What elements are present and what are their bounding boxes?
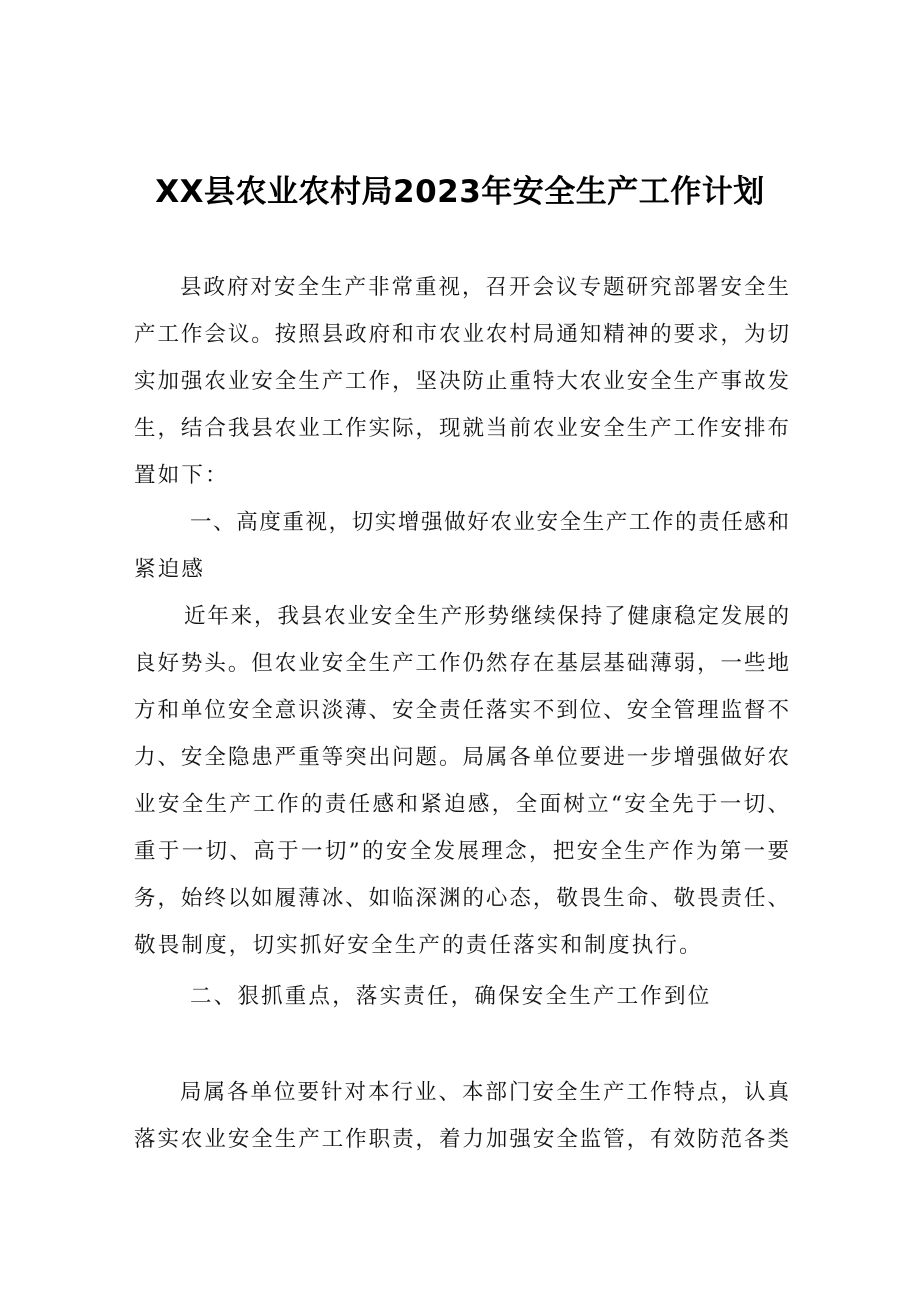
body-line: 局属各单位要针对本行业、本部门安全生产工作特点，认真 (180, 1080, 789, 1105)
document-title: XX县农业农村局2023年安全生产工作计划 (155, 174, 765, 210)
section-heading-line: 一、高度重视，切实增强做好农业安全生产工作的责任感和 (190, 510, 789, 535)
body-line: 落实农业安全生产工作职责，着力加强安全监管，有效防范各类 (134, 1127, 789, 1152)
body-line: 业安全生产工作的责任感和紧迫感，全面树立“安全先于一切、 (134, 792, 789, 817)
body-line: 产工作会议。按照县政府和市农业农村局通知精神的要求，为切 (134, 322, 789, 347)
body-line: 方和单位安全意识淡薄、安全责任落实不到位、安全管理监督不 (134, 698, 789, 723)
section-heading-line: 紧迫感 (134, 557, 206, 582)
body-line: 县政府对安全生产非常重视，召开会议专题研究部署安全生 (180, 275, 789, 300)
body-line: 力、安全隐患严重等突出问题。局属各单位要进一步增强做好农 (134, 745, 789, 770)
body-line: 置如下： (134, 463, 229, 488)
body-line: 敬畏制度，切实抓好安全生产的责任落实和制度执行。 (134, 933, 703, 958)
body-line: 务，始终以如履薄冰、如临深渊的心态，敬畏生命、敬畏责任、 (134, 886, 789, 911)
body-line: 重于一切、高于一切”的安全发展理念，把安全生产作为第一要 (134, 839, 789, 864)
body-line: 生，结合我县农业工作实际，现就当前农业安全生产工作安排布 (134, 416, 789, 441)
body-line: 近年来，我县农业安全生产形势继续保持了健康稳定发展的 (184, 604, 789, 629)
body-line: 实加强农业安全生产工作，坚决防止重特大农业安全生产事故发 (134, 369, 789, 394)
section-heading-line: 二、狠抓重点，落实责任，确保安全生产工作到位 (190, 984, 712, 1009)
body-line: 良好势头。但农业安全生产工作仍然存在基层基础薄弱，一些地 (134, 651, 789, 676)
